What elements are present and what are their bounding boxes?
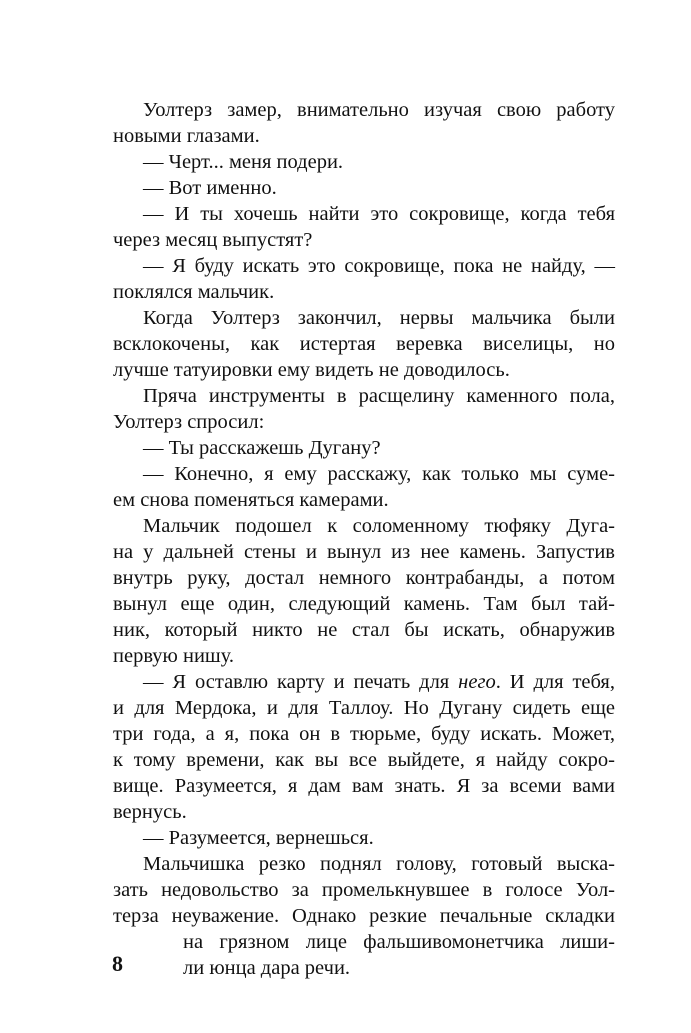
text-line: Когда Уолтерз закончил, нервы мальчика были: [143, 307, 615, 329]
text-line: Уолтерз спросил:: [113, 411, 265, 433]
text-line: к тому времени, как вы все выйдете, я найду сокро-: [113, 749, 615, 771]
text-line: и для Мердока, и для Таллоу. Но Дугану сидеть еще: [113, 697, 615, 719]
text-line: — Ты расскажешь Дугану?: [143, 437, 381, 459]
text-line: — И ты хочешь найти это сокровище, когда тебя: [143, 203, 615, 225]
text-line: ем снова поменяться камерами.: [113, 489, 389, 511]
text-segment: — Я оставлю карту и печать для: [143, 671, 450, 693]
text-segment: . И для тебя,: [495, 671, 615, 693]
text-line: новыми глазами.: [113, 125, 260, 147]
text-line: терза неуважение. Однако резкие печальные складки: [113, 905, 615, 927]
text-line: — Разумеется, вернешься.: [143, 827, 374, 849]
text-line: ник, который никто не стал бы искать, обнаружив: [113, 619, 615, 641]
text-line: ли юнца дара речи.: [183, 957, 351, 979]
text-line: на у дальней стены и вынул из нее камень. Запустив: [113, 541, 615, 563]
text-line: на грязном лице фальшивомонетчика лиши-: [183, 931, 615, 953]
text-line: — Вот именно.: [143, 177, 277, 199]
text-line: через месяц выпустят?: [113, 229, 313, 251]
text-line: зать недовольство за промелькнувшее в голосе Уол-: [113, 879, 615, 901]
text-line: поклялся мальчик.: [113, 281, 275, 303]
text-line: — Конечно, я ему расскажу, как только мы суме-: [143, 463, 615, 485]
text-line: первую нишу.: [113, 645, 235, 667]
text-line: Пряча инструменты в расщелину каменного пола,: [143, 385, 615, 407]
emphasized-word: него: [458, 671, 496, 693]
page-number: 8: [112, 951, 123, 976]
text-line: Уолтерз замер, внимательно изучая свою работу: [143, 99, 615, 121]
text-line: вище. Разумеется, я дам вам знать. Я за всеми вами: [113, 775, 615, 797]
text-line: вернусь.: [113, 801, 187, 823]
text-line: Мальчик подошел к соломенному тюфяку Дуга-: [143, 515, 615, 537]
text-line: — Черт... меня подери.: [143, 151, 344, 173]
text-line: — Я буду искать это сокровище, пока не найду, —: [143, 255, 615, 277]
text-line: Мальчишка резко поднял голову, готовый выска-: [143, 853, 615, 875]
text-line: три года, а я, пока он в тюрьме, буду искать. Может,: [113, 723, 615, 745]
text-line: вынул еще один, следующий камень. Там был тай-: [113, 593, 615, 615]
text-line: лучше татуировки ему видеть не доводилось.: [113, 359, 510, 381]
text-line: внутрь руку, достал немного контрабанды, а потом: [113, 567, 615, 589]
text-line-with-emphasis: [113, 669, 615, 695]
text-line: всклокочены, как истертая веревка виселицы, но: [113, 333, 615, 355]
